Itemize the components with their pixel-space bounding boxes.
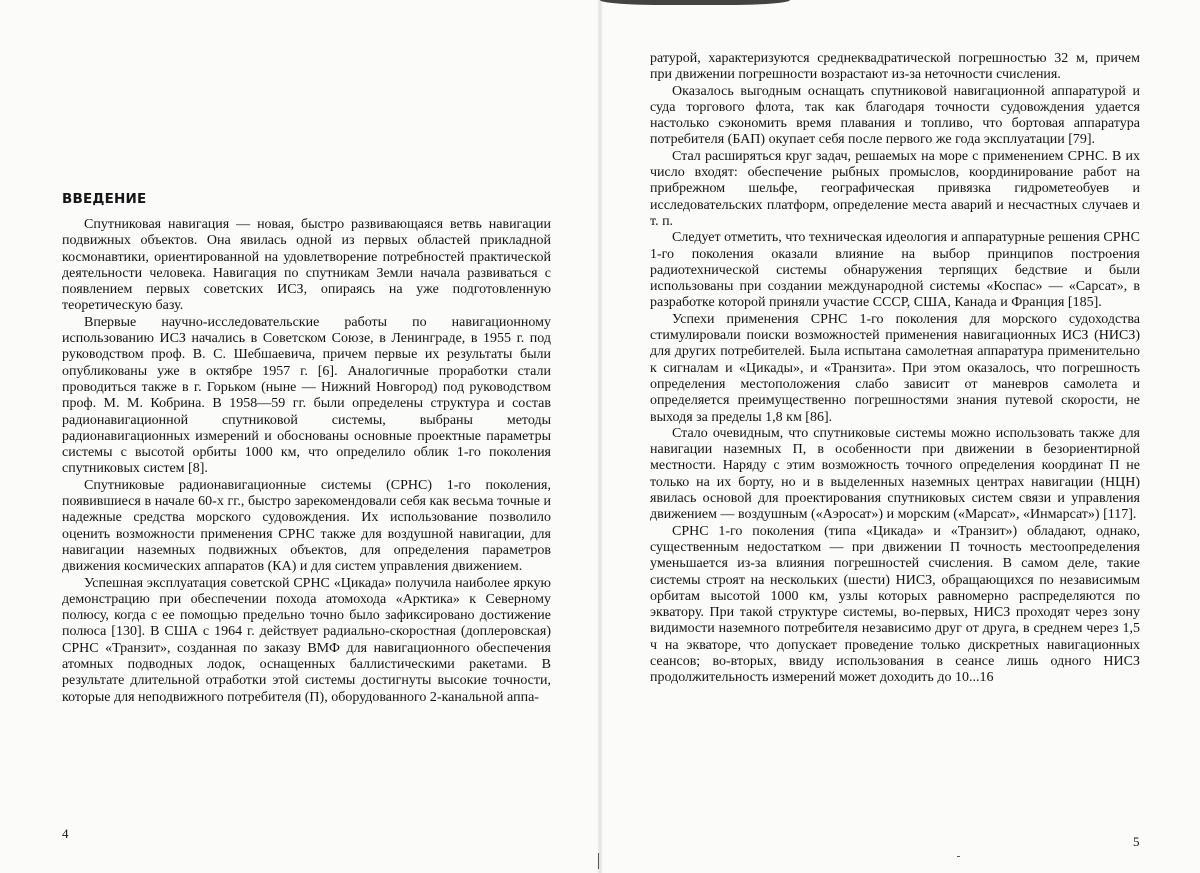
scan-mark	[598, 853, 599, 869]
page-number: 4	[62, 826, 69, 841]
left-text-column	[62, 217, 551, 706]
paragraph: Успешная эксплуатация советской СРНС «Цикада» получила наиболее яркую демонстрацию при обеспечении похода атомохода «Арктика» к Северному полюсу, когда с ее помощью предельно точно было зафиксировано достижение полюса [130]. В США с 1964 г. действует радиально-скоростная (доплеровская) СРНС «Транзит», созданная по заказу ВМФ для навигационного обеспечения атомных подводных лодок, оснащенных баллистическими ракетами. В результате длительной отработки этой системы достигнуты высокие точности, которые для неподвижного потребителя (П), оборудованного 2-канальной аппа-	[62, 575, 551, 705]
paragraph: Стал расширяться круг задач, решаемых на море с применением СРНС. В их число входят: обеспечение рыбных промыслов, координирование работ на прибрежном шельфе, географическая привязка гидрометеобуев и исследовательских платформ, определение места аварий и несчастных случаев и т. п.	[650, 148, 1140, 229]
paragraph: Следует отметить, что техническая идеология и аппаратурные решения СРНС 1-го поколения оказали влияние на выбор принципов построения радиотехнической системы обнаружения терпящих бедствие и были использованы при создании международной системы «Коспас» — «Сарсат», в разработке которой приняли участие СССР, США, Канада и Франция [185].	[650, 230, 1140, 311]
right-page	[600, 0, 1200, 873]
paragraph: Спутниковая навигация — новая, быстро развивающаяся ветвь навигации подвижных объектов. Она явилась одной из первых областей прикладной космонавтики, ориентированной на удовлетворение потребностей практической деятельности человека. Навигация по спутникам Земли начала развиваться с появлением первых советских ИСЗ, опираясь на уже подготовленную теоретическую базу.	[62, 217, 551, 314]
paragraph: Спутниковые радионавигационные системы (СРНС) 1-го поколения, появившиеся в начале 60-х гг., быстро зарекомендовали себя как весьма точные и надежные средства морского судовождения. Их использование позволило оценить возможности применения СРНС также для воздушной навигации, для навигации наземных подвижных объектов, для определения параметров движения космических аппаратов (КА) и для систем управления движением.	[62, 477, 551, 575]
paragraph: Впервые научно-исследовательские работы по навигационному использованию ИСЗ начались в Советском Союзе, в Ленинграде, в 1955 г. под руководством проф. В. С. Шебшаевича, причем первые их результаты были опубликованы уже в октябре 1957 г. [6]. Аналогичные проработки стали проводиться также в г. Горьком (ныне — Нижний Новгород) под руководством проф. М. М. Кобрина. В 1958—59 гг. были определены структура и состав радионавигационной спутниковой системы, выбраны методы радионавигационных измерений и обоснованы основные проектные параметры системы с высотой орбиты 1000 км, что определило облик 1-го поколения спутниковых систем [8].	[62, 314, 551, 477]
right-text-column	[650, 51, 1140, 687]
page-number: 5	[1133, 834, 1140, 849]
paragraph: СРНС 1-го поколения (типа «Цикада» и «Транзит») обладают, однако, существенным недостатком — при движении П точность местоопределения уменьшается из-за влияния погрешностей счисления. В самом деле, такие системы строят на нескольких (шести) НИСЗ, обращающихся по независимым орбитам высотой 1000 км, узлы которых равномерно распределяются по экватору. При такой структуре системы, во-первых, НИСЗ проходят через зону видимости наземного потребителя независимо друг от друга, в среднем через 1,5 ч на экваторе, что допускает проведение только дискретных навигационных сеансов; во-вторых, ввиду использования в сеансе лишь одного НИСЗ продолжительность измерений может доходить до 10...16	[650, 523, 1140, 686]
scan-mark	[957, 856, 960, 857]
paragraph: Успехи применения СРНС 1-го поколения для морского судоходства стимулировали поиски возможностей применения навигационных ИСЗ (НИСЗ) для других потребителей. Была испытана самолетная аппаратура применительно к сигналам и «Цикады», и «Транзита». При этом оказалось, что погрешность определения местоположения слабо зависит от маневров самолета и определяется преимущественно погрешностями знания путевой скорости, не выходя за пределы 1,8 км [86].	[650, 311, 1140, 425]
paragraph-continuation: ратурой, характеризуются среднеквадратической погрешностью 32 м, причем при движении погрешности возрастают из-за неточности счисления.	[650, 51, 1140, 83]
section-heading: ВВЕДЕНИЕ	[62, 191, 147, 207]
paragraph: Оказалось выгодным оснащать спутниковой навигационной аппаратурой и суда торгового флота, так как благодаря точности судовождения удается настолько сэкономить время плавания и топливо, что бортовая аппаратура потребителя (БАП) окупает себя после первого же года эксплуатации [79].	[650, 83, 1140, 148]
paragraph: Стало очевидным, что спутниковые системы можно использовать также для навигации наземных П, в особенности при движении в безориентирной местности. Наряду с этим возможность точного определения координат П не только на их борту, но и в выделенных наземных центрах навигации (НЦН) явилась основой для проектирования спутниковых систем связи и управления движением — воздушным («Аэросат») и морским («Марсат», «Инмарсат») [117].	[650, 425, 1140, 523]
